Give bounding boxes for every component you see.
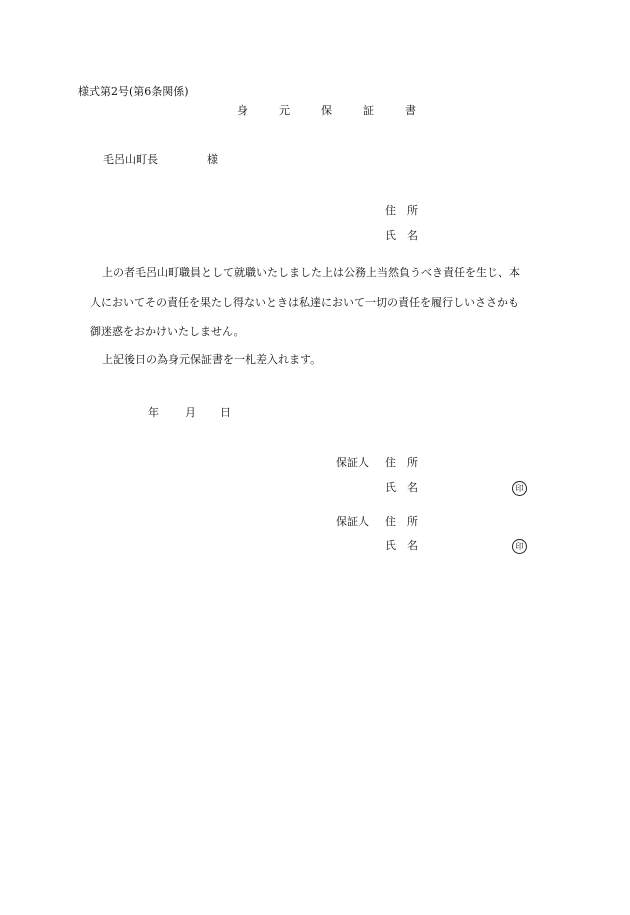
guarantor-1-address-label (385, 456, 418, 470)
date-day: 日 (220, 406, 231, 419)
label-char: 名 (407, 539, 418, 552)
title-char: 身 (237, 104, 248, 117)
date-month: 月 (185, 406, 196, 419)
guarantor-2-label: 保証人 (336, 515, 369, 528)
form-number: 様式第2号(第6条関係) (78, 85, 189, 98)
body-line-3: 御迷惑をおかけいたしません。 (90, 325, 245, 338)
label-char: 氏 (385, 229, 396, 242)
label-char: 名 (407, 481, 418, 494)
label-char: 名 (407, 229, 418, 242)
addressee-name: 毛呂山町長 (103, 153, 158, 166)
label-char: 住 (385, 515, 396, 528)
label-char: 住 (385, 204, 396, 217)
guarantor-2-address-label (385, 515, 418, 529)
label-char: 所 (407, 515, 418, 528)
body-line-1: 上の者毛呂山町職員として就職いたしました上は公務上当然負うべき責任を生じ、本 (102, 266, 520, 279)
title-char: 保 (321, 104, 332, 117)
guarantor-2-name-label (385, 539, 418, 553)
guarantor-1-name-label (385, 481, 418, 495)
label-char: 所 (407, 204, 418, 217)
document-title (237, 104, 416, 118)
label-char: 氏 (385, 539, 396, 552)
title-char: 書 (405, 104, 416, 117)
date-year: 年 (148, 406, 159, 419)
title-char: 元 (279, 104, 290, 117)
label-char: 所 (407, 456, 418, 469)
guarantor-1-label: 保証人 (336, 456, 369, 469)
title-char: 証 (363, 104, 374, 117)
seal-mark: 印 (512, 539, 527, 554)
date-line (0, 406, 630, 420)
applicant-name-label (385, 229, 418, 243)
body-line-4: 上記後日の為身元保証書を一札差入れます。 (102, 353, 322, 366)
body-line-2: 人においてその責任を果たし得ないときは私達において一切の責任を履行しいささかも (90, 296, 519, 309)
label-char: 氏 (385, 481, 396, 494)
addressee-honorific: 様 (207, 153, 218, 166)
seal-mark: 印 (512, 481, 527, 496)
label-char: 住 (385, 456, 396, 469)
applicant-address-label (385, 204, 418, 218)
